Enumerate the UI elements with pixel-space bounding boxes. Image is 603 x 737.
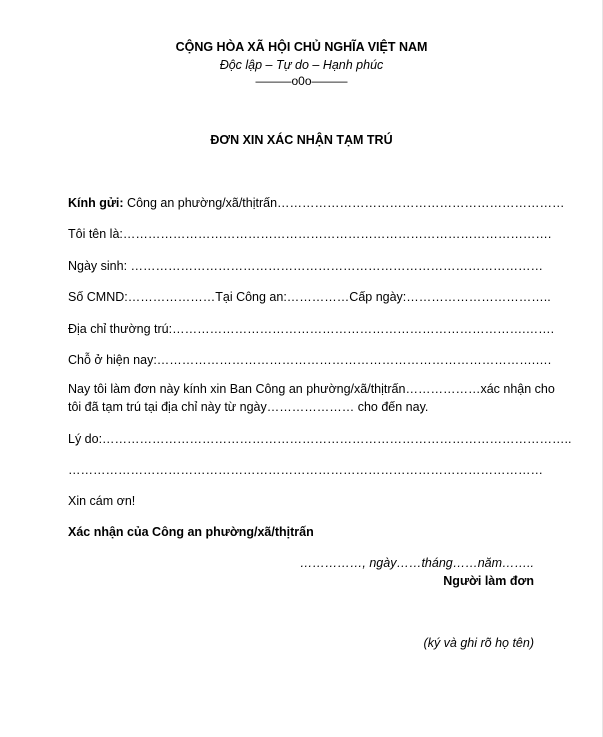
birth-date-line: Ngày sinh: ………………………………………………………………………………………: [68, 259, 544, 273]
document-title: ĐƠN XIN XÁC NHẬN TẠM TRÚ: [210, 133, 393, 147]
full-name-line: Tôi tên là:………………………………………………………………………………………….: [68, 227, 552, 241]
id-card-line: Số CMND:…………………Tại Công an:……………Cấp ngày:……………………………..: [68, 290, 551, 304]
signature-note: (ký và ghi rõ họ tên): [423, 636, 534, 650]
thanks-text: Xin cám ơn!: [68, 494, 136, 508]
national-title: CỘNG HÒA XÃ HỘI CHỦ NGHĨA VIỆT NAM: [175, 40, 428, 54]
header-separator: ———o0o———: [255, 74, 348, 88]
current-residence-line: Chỗ ở hiện nay:……………………………………………………………………………….….: [68, 353, 552, 367]
permanent-address-line: Địa chỉ thường trú:………………………………………………………………………….…….: [68, 322, 555, 336]
recipient-label: Kính gửi:: [68, 196, 124, 210]
reason-continuation-line: ……………………………………………………………………………………………………: [68, 463, 543, 477]
reason-line: Lý do:…………………………………………………………………………………………………..: [68, 432, 572, 446]
request-line-2: tôi đã tạm trú tại địa chỉ này từ ngày………………… cho đến nay.: [68, 400, 429, 414]
applicant-label: Người làm đơn: [443, 574, 534, 588]
recipient-value: Công an phường/xã/thịtrấn……………………………………………………………: [123, 196, 565, 210]
national-motto: Độc lập – Tự do – Hạnh phúc: [219, 58, 384, 72]
recipient-line: [68, 196, 565, 210]
request-line-1: Nay tôi làm đơn này kính xin Ban Công an phường/xã/thịtrấn………………xác nhận cho: [68, 382, 555, 396]
police-confirmation-label: Xác nhận của Công an phường/xã/thịtrấn: [68, 525, 314, 539]
date-line: ……………, ngày……tháng……năm……..: [299, 556, 534, 570]
